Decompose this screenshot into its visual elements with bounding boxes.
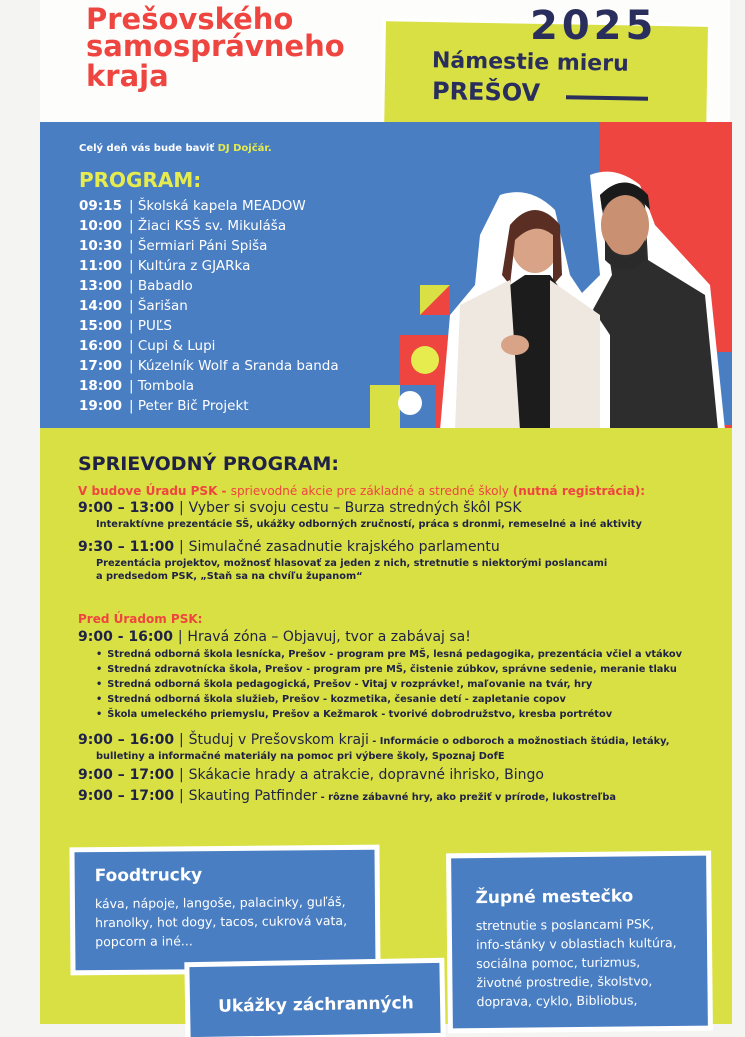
school-activity: - program pre MŠ, čistenie zúbkov, správne sedenie, meranie tlaku	[302, 664, 677, 675]
study-item: 9:00 – 16:00 | Študuj v Prešovskom kraji - Informácie o odboroch a možnostiach štúdia, letáky, bulletiny a informačné materiály na pomoc pri výbere školy, Spoznaj DofE	[78, 731, 718, 763]
program-schedule	[79, 196, 339, 416]
item-time: 9:00 - 16:00	[78, 629, 173, 645]
item-name: Hravá zóna – Objavuj, tvor a zabávaj sa!	[187, 629, 471, 645]
item-time: 9:30 – 11:00	[78, 539, 175, 555]
separator: |	[129, 298, 138, 314]
program-act: Peter Bič Projekt	[137, 398, 249, 414]
scouting-item: 9:00 – 17:00 | Skauting Patfinder - rôzne zábavné hry, ako prežiť v prírode, lukostreľba	[78, 788, 616, 804]
item-desc: bulletiny a informačné materiály na pomoc pri výbere školy, Spoznaj DofE	[96, 751, 505, 762]
county-town-card	[451, 856, 708, 1029]
card-line: popcorn a iné...	[95, 933, 193, 950]
building-title-part: (nutná registrácia):	[512, 484, 646, 498]
program-time: 17:00	[79, 358, 122, 374]
card-line: doprava, cyklo, Bibliobus,	[476, 992, 638, 1010]
building-title-part: sprievodné akcie pre základné a stredné školy	[230, 484, 513, 498]
program-row	[79, 216, 339, 236]
school-item	[96, 662, 718, 677]
play-zone: 9:00 - 16:00 | Hravá zóna – Objavuj, tvor a zabávaj sa! • Stredná odborná škola lesnícka, Prešov - program pre MŠ, lesná pedagogika, prezentácia včiel a vtákov • Stredná zdravotnícka škola, Prešov - program pre MŠ, čistenie zúbkov, správne sedenie, meranie tlaku • Stredná odborná škola pedagogická, Prešov - Vitaj v rozprávke!, maľovanie na tvár, hry • Stredná odborná škola služieb, Prešov - kozmetika, česanie detí - zapletanie copov • Škola umeleckého priemyslu, Prešov a Kežmarok - tvorivé dobrodružstvo, kresba portrétov	[78, 628, 718, 722]
dj-note	[79, 143, 272, 154]
item-name: Skauting Patfinder	[188, 788, 318, 804]
dj-prefix: Celý deň vás bude baviť	[79, 143, 215, 154]
program-act: PUĽS	[137, 318, 172, 334]
program-row	[79, 276, 339, 296]
building-item-2: 9:30 – 11:00 | Simulačné zasadnutie krajského parlamentu Prezentácia projektov, možnosť hlasovať za jeden z nich, stretnutie s niektorými poslancami a predsedom PSK, „Staň sa na chvíľu županom“	[78, 538, 718, 583]
attractions-item: 9:00 – 17:00 | Skákacie hrady a atrakcie, dopravné ihrisko, Bingo	[78, 767, 544, 783]
item-time: 9:00 – 17:00	[78, 767, 175, 783]
school-item	[96, 647, 718, 662]
program-time: 10:30	[79, 238, 122, 254]
venue-city: PREŠOV	[431, 77, 541, 107]
venue-square: Námestie mieru	[431, 48, 629, 77]
region-title	[86, 2, 345, 93]
separator: |	[129, 358, 138, 374]
program-row	[79, 316, 339, 336]
item-desc: - rôzne zábavné hry, ako prežiť v prírode, lukostreľba	[317, 792, 616, 803]
program-time: 15:00	[79, 318, 122, 334]
program-time: 13:00	[79, 278, 122, 294]
program-row	[79, 376, 339, 396]
school-list	[78, 647, 718, 722]
school-activity: - program pre MŠ, lesná pedagogika, prezentácia včiel a vtákov	[325, 649, 683, 660]
program-time: 14:00	[79, 298, 122, 314]
separator: |	[129, 398, 138, 414]
card-line: info-stánky v oblastiach kultúra,	[475, 934, 677, 953]
program-act: Školská kapela MEADOW	[137, 198, 306, 214]
school-name: Stredná odborná škola lesnícka, Prešov	[107, 649, 326, 660]
card-line: káva, nápoje, langoše, palacinky, guľáš,	[94, 893, 346, 912]
program-time: 11:00	[79, 258, 122, 274]
building-item-1: 9:00 – 13:00 | Vyber si svoju cestu – Burza stredných škôl PSK Interaktívne prezentácie SŠ, ukážky odborných zručností, práca s dronmi, remeselné a iné aktivity	[78, 499, 718, 531]
title-line: kraja	[86, 59, 169, 93]
school-name: Stredná zdravotnícka škola, Prešov	[107, 664, 303, 675]
school-activity: - tvorivé dobrodružstvo, kresba portrétov	[377, 709, 613, 720]
item-name: Skákacie hrady a atrakcie, dopravné ihrisko, Bingo	[188, 767, 544, 783]
item-name: Študuj v Prešovskom kraji	[188, 732, 369, 748]
item-desc: Interaktívne prezentácie SŠ, ukážky odborných zručností, práca s dronmi, remeselné a iné aktivity	[96, 519, 642, 530]
hosts-photo	[440, 165, 730, 430]
program-row	[79, 296, 339, 316]
separator: |	[129, 198, 138, 214]
card-line: životné prostredie, školstvo,	[476, 973, 653, 991]
program-act: Šarišan	[137, 298, 188, 314]
item-desc: a predsedom PSK, „Staň sa na chvíľu županom“	[96, 571, 363, 582]
program-act: Kultúra z GJARka	[137, 258, 251, 274]
dj-name: DJ Dojčár.	[217, 143, 272, 154]
program-row	[79, 256, 339, 276]
program-row	[79, 336, 339, 356]
item-name: Simulačné zasadnutie krajského parlamentu	[188, 539, 500, 555]
program-row	[79, 196, 339, 216]
program-time: 10:00	[79, 218, 122, 234]
item-time: 9:00 – 13:00	[78, 500, 175, 516]
separator: |	[129, 378, 138, 394]
separator: |	[129, 238, 138, 254]
program-time: 19:00	[79, 398, 122, 414]
event-year	[530, 6, 657, 24]
school-item	[96, 707, 718, 722]
program-act: Babadlo	[137, 278, 193, 294]
card-line: stretnutie s poslancami PSK,	[475, 916, 655, 934]
card-line: sociálna pomoc, turizmus,	[476, 954, 641, 972]
rescue-demo-card	[189, 963, 440, 1037]
school-activity: - Vitaj v rozprávke!, maľovanie na tvár, hry	[351, 679, 593, 690]
card-title: Ukážky záchranných	[217, 993, 414, 1017]
program-act: Kúzelník Wolf a Sranda banda	[137, 358, 339, 374]
separator: |	[129, 218, 138, 234]
program-row	[79, 396, 339, 416]
program-row	[79, 356, 339, 376]
school-name: Škola umeleckého priemyslu, Prešov a Kežmarok	[107, 709, 378, 720]
outdoor-section-title: Pred Úradom PSK:	[78, 612, 203, 626]
building-section-title	[78, 484, 645, 498]
building-title-part: V budove Úradu PSK -	[78, 484, 231, 498]
program-row	[79, 236, 339, 256]
separator: |	[129, 318, 138, 334]
school-name: Stredná odborná škola pedagogická, Prešov	[107, 679, 352, 690]
separator: |	[129, 258, 138, 274]
foodtrucks-card	[74, 850, 375, 971]
program-time: 18:00	[79, 378, 122, 394]
program-time: 09:15	[79, 198, 122, 214]
school-activity: - kozmetika, česanie detí - zapletanie copov	[319, 694, 566, 705]
item-desc: - Informácie o odboroch a možnostiach štúdia, letáky,	[368, 736, 670, 747]
item-desc: Prezentácia projektov, možnosť hlasovať za jeden z nich, stretnutie s niektorými poslancami	[96, 558, 608, 569]
item-time: 9:00 – 16:00	[78, 732, 175, 748]
title-line: samosprávneho	[86, 29, 345, 63]
program-heading: PROGRAM:	[79, 168, 202, 192]
card-title: Foodtrucky	[94, 865, 203, 887]
program-time: 16:00	[79, 338, 122, 354]
item-name: Vyber si svoju cestu – Burza stredných škôl PSK	[188, 500, 522, 516]
program-act: Žiaci KSŠ sv. Mikuláša	[137, 218, 287, 234]
program-act: Šermiari Páni Spiša	[137, 238, 268, 254]
separator: |	[129, 278, 138, 294]
card-line: hranolky, hot dogy, tacos, cukrová vata,	[95, 912, 348, 931]
program-act: Tombola	[137, 378, 195, 394]
title-line: Prešovského	[86, 2, 294, 36]
item-time: 9:00 – 17:00	[78, 788, 175, 804]
program-act: Cupi & Lupi	[137, 338, 216, 354]
card-title: Župné mestečko	[475, 886, 634, 909]
school-item	[96, 692, 718, 707]
supporting-heading: SPRIEVODNÝ PROGRAM:	[78, 453, 339, 475]
school-item	[96, 677, 718, 692]
school-name: Stredná odborná škola služieb, Prešov	[107, 694, 320, 705]
separator: |	[129, 338, 138, 354]
